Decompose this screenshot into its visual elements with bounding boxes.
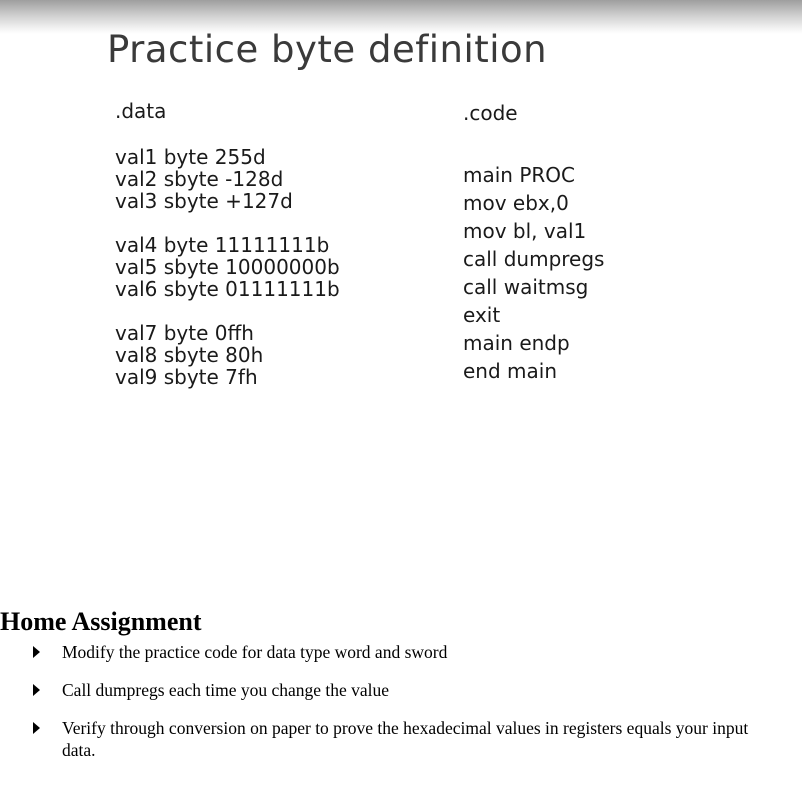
- data-group-3: [115, 322, 435, 388]
- triangle-bullet-icon: [33, 684, 40, 696]
- list-item: [0, 679, 802, 701]
- data-line: val6 sbyte 01111111b: [115, 277, 340, 301]
- data-line: val8 sbyte 80h: [115, 343, 264, 367]
- data-group-1: [115, 146, 435, 212]
- assignment-title: Home Assignment: [0, 607, 202, 636]
- triangle-bullet-icon: [33, 722, 40, 734]
- code-line: call dumpregs: [463, 247, 605, 271]
- code-line: call waitmsg: [463, 275, 589, 299]
- data-group-2: [115, 234, 435, 300]
- code-section: [463, 102, 763, 385]
- code-line-list: [463, 161, 763, 385]
- data-line: val3 sbyte +127d: [115, 189, 293, 213]
- list-item: [0, 641, 802, 663]
- code-line: end main: [463, 359, 558, 383]
- data-line: val2 sbyte -128d: [115, 167, 284, 191]
- data-line: val1 byte 255d: [115, 145, 266, 169]
- data-line: val7 byte 0ffh: [115, 321, 254, 345]
- data-line: val9 sbyte 7fh: [115, 365, 258, 389]
- data-section: [115, 100, 435, 410]
- code-line: mov ebx,0: [463, 191, 569, 215]
- code-section-header: .code: [463, 101, 518, 125]
- triangle-bullet-icon: [33, 646, 40, 658]
- list-item-text: Modify the practice code for data type word and sword: [62, 642, 448, 662]
- list-item-text: Verify through conversion on paper to prove the hexadecimal values in registers equals your input data.: [62, 718, 749, 760]
- data-line: val4 byte 11111111b: [115, 233, 330, 257]
- slide-title: Practice byte definition: [107, 28, 548, 71]
- code-line: main endp: [463, 331, 570, 355]
- code-line: mov bl, val1: [463, 219, 587, 243]
- assignment-list: [0, 641, 802, 777]
- list-item: [0, 717, 802, 761]
- code-line: exit: [463, 303, 501, 327]
- code-line: main PROC: [463, 163, 575, 187]
- list-item-text: Call dumpregs each time you change the value: [62, 680, 390, 700]
- data-line: val5 sbyte 10000000b: [115, 255, 340, 279]
- data-section-header: .data: [115, 99, 167, 123]
